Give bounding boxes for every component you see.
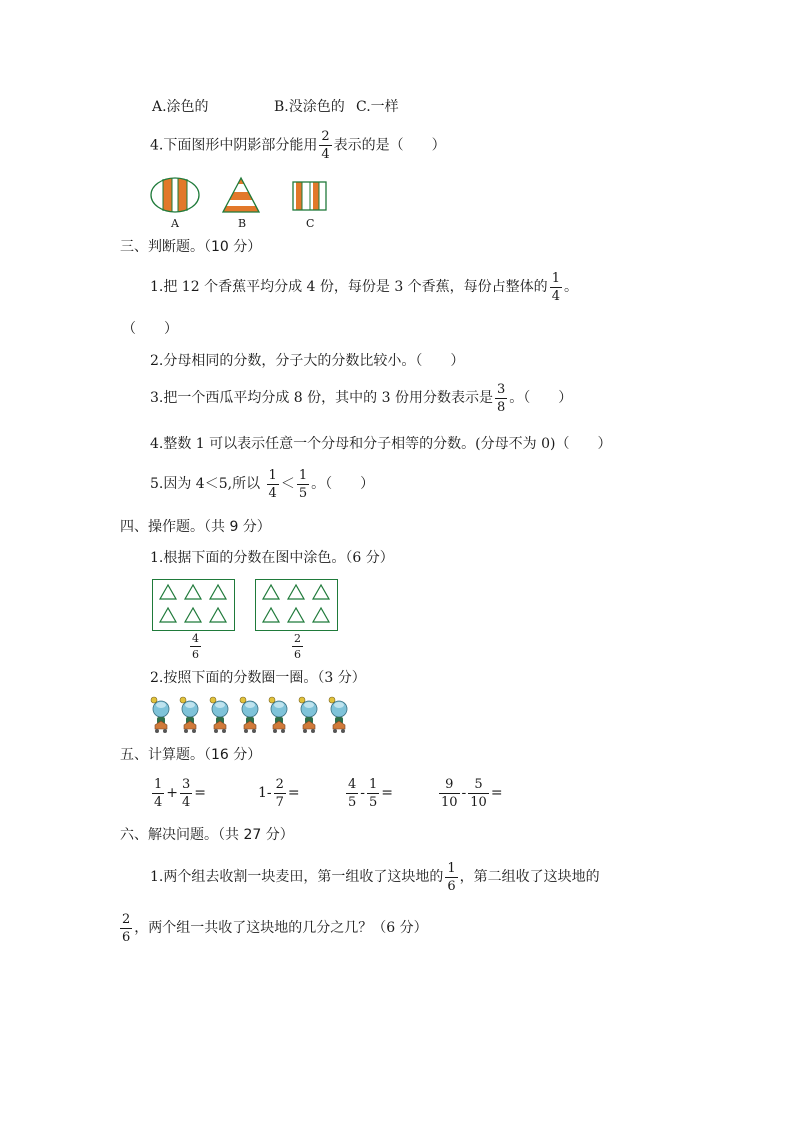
judge-q5: 5.因为 4＜5,所以 $\frac{1}{4}$ ＜ $\frac{1}{5}$ 。（ ）: [150, 467, 375, 501]
section-4-title: 四、操作题。（共 9 分）: [120, 519, 271, 535]
option-c: C.一样: [356, 99, 399, 115]
solve-q1-line2: $\frac{2}{6}$ ，两个组一共收了这块地的几分之几？（6 分）: [122, 911, 428, 945]
fraction: $\frac{2}{4}$: [321, 129, 330, 162]
judge-q4: 4.整数 1 可以表示任意一个分母和分子相等的分数。(分母不为 0)（ ）: [150, 436, 612, 452]
triangle-box-2[interactable]: [255, 579, 338, 631]
operate-q1: 1.根据下面的分数在图中涂色。（6 分）: [150, 550, 394, 566]
judge-q1: 1.把 12 个香蕉平均分成 4 份，每份是 3 个香蕉，每份占整体的 $\frac{1}{4}$ 。: [150, 270, 578, 304]
judge-q3: 3.把一个西瓜平均分成 8 份，其中的 3 份用分数表示是 $\frac{3}{8}$ 。（ ）: [150, 381, 573, 415]
shape-b-triangle: [218, 175, 264, 212]
label-c: C: [306, 217, 315, 230]
fraction: $\frac{1}{4}$: [268, 467, 277, 501]
question-4: 4.下面图形中阴影部分能用 $\frac{2}{4}$ 表示的是（ ）: [150, 129, 446, 162]
calc-1: $\frac{1}{4}$ + $\frac{3}{4}$ =: [154, 776, 207, 810]
figure-row[interactable]: [150, 695, 360, 735]
judge-q1-paren: （ ）: [122, 321, 178, 337]
label-a: A: [171, 217, 179, 230]
fraction: $\frac{1}{5}$: [298, 467, 308, 501]
fraction: $\frac{1}{4}$: [551, 270, 560, 304]
option-b: B.没涂色的: [274, 99, 345, 115]
box-1-fraction: $\frac{4}{6}$: [192, 632, 199, 661]
calc-3: $\frac{4}{5}$ - $\frac{1}{5}$ =: [348, 776, 394, 810]
option-a: A.涂色的: [152, 99, 209, 115]
calc-2: 1- $\frac{2}{7}$ =: [258, 776, 300, 810]
operate-q2: 2.按照下面的分数圈一圈。（3 分）: [150, 670, 366, 686]
section-3-title: 三、判断题。（10 分）: [120, 239, 262, 255]
judge-q2: 2.分母相同的分数，分子大的分数比较小。（ ）: [150, 353, 465, 369]
calc-4: $\frac{9}{10}$ - $\frac{5}{10}$ =: [441, 776, 503, 810]
fraction: $\frac{3}{8}$: [496, 381, 506, 415]
shape-a-oval: [151, 175, 199, 215]
triangle-box-1[interactable]: [152, 579, 235, 631]
box-2-fraction: $\frac{2}{6}$: [294, 632, 301, 661]
label-b: B: [238, 217, 247, 230]
triangle-grid: [256, 580, 337, 630]
triangle-grid: [153, 580, 234, 630]
section-6-title: 六、解决问题。（共 27 分）: [120, 827, 294, 843]
section-5-title: 五、计算题。（16 分）: [120, 747, 262, 763]
shape-c-rectangle: [293, 182, 326, 210]
solve-q1-line1: 1.两个组去收割一块麦田，第一组收了这块地的 $\frac{1}{6}$ ，第二组收了这块地的: [150, 860, 600, 894]
